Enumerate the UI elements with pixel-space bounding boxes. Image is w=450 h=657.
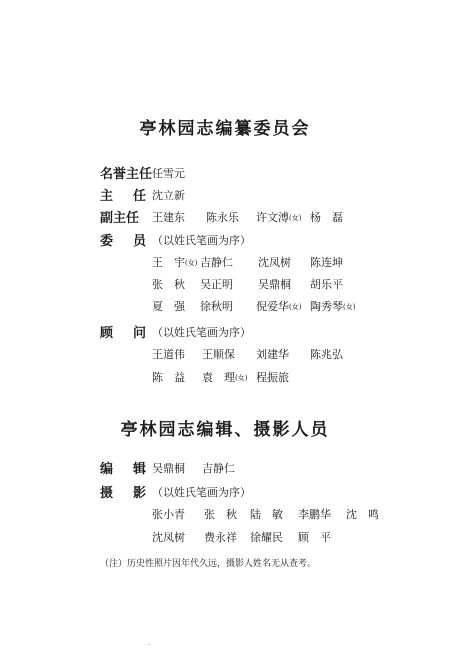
editors-label: 编 辑 <box>100 462 146 477</box>
member-name: 陈连坤 <box>310 256 343 269</box>
female-mark: (女) <box>343 303 356 311</box>
member-name: 沈凤树 <box>258 256 291 269</box>
advisor-name: 陈 益 <box>152 371 185 384</box>
member-name: 吴鼎桐 <box>258 278 291 291</box>
female-mark: (女) <box>289 214 302 222</box>
photographer-name: 徐耀民 <box>250 531 283 544</box>
editor-name: 吉静仁 <box>202 462 235 475</box>
footnote: （注）历史性照片因年代久远，摄影人姓名无从查考。 <box>100 559 317 569</box>
page-speck: · <box>148 641 151 649</box>
photographer-name: 顾 平 <box>298 531 331 544</box>
deputy-name: 王建东 <box>152 211 185 224</box>
advisors-note: （以姓氏笔画为序） <box>152 326 251 339</box>
female-mark: (女) <box>235 374 248 382</box>
deputy-name: 许文溥(女) <box>256 211 302 224</box>
member-name: 王 宇(女) <box>152 256 198 269</box>
advisors-label: 顾 问 <box>100 326 146 341</box>
photographer-name: 陆 敏 <box>250 508 283 521</box>
director-name: 沈立新 <box>152 189 185 202</box>
member-name: 吉静仁 <box>200 256 233 269</box>
photographer-name: 张 秋 <box>204 508 237 521</box>
member-name: 胡乐平 <box>310 278 343 291</box>
advisor-name: 王道伟 <box>152 348 185 361</box>
members-note: （以姓氏笔画为序） <box>152 234 251 247</box>
advisor-name: 王顺保 <box>202 348 235 361</box>
deputy-name: 杨 磊 <box>310 211 343 224</box>
female-mark: (女) <box>289 303 302 311</box>
editor-name: 吴鼎桐 <box>152 462 185 475</box>
committee-title: 亭林园志编纂委员会 <box>139 119 311 139</box>
photographer-name: 沈 鸣 <box>346 508 379 521</box>
deputy-name: 陈永乐 <box>206 211 239 224</box>
staff-title: 亭林园志编辑、摄影人员 <box>120 420 330 440</box>
member-name: 吴正明 <box>200 278 233 291</box>
member-name: 徐秋明 <box>200 300 233 313</box>
member-name: 倪爱华(女) <box>256 300 302 313</box>
director-label: 主 任 <box>100 189 146 204</box>
photographer-name: 费永祥 <box>204 531 237 544</box>
photographer-name: 沈凤树 <box>152 531 185 544</box>
female-mark: (女) <box>185 259 198 267</box>
advisor-name: 程振旅 <box>256 371 289 384</box>
honorary-director-name: 任雪元 <box>152 167 185 180</box>
advisor-name: 刘建华 <box>256 348 289 361</box>
honorary-director-label: 名誉主任 <box>100 167 153 182</box>
photographer-name: 张小青 <box>152 508 185 521</box>
advisor-name: 袁 理(女) <box>202 371 248 384</box>
photographers-label: 摄 影 <box>100 486 146 501</box>
member-name: 陶秀琴(女) <box>310 300 356 313</box>
member-name: 张 秋 <box>152 278 185 291</box>
members-label: 委 员 <box>100 234 146 249</box>
photographer-name: 李鹏华 <box>298 508 331 521</box>
advisor-name: 陈兆弘 <box>310 348 343 361</box>
deputy-director-label: 副主任 <box>100 211 140 226</box>
member-name: 夏 强 <box>152 300 185 313</box>
photographers-note: （以姓氏笔画为序） <box>152 486 251 499</box>
